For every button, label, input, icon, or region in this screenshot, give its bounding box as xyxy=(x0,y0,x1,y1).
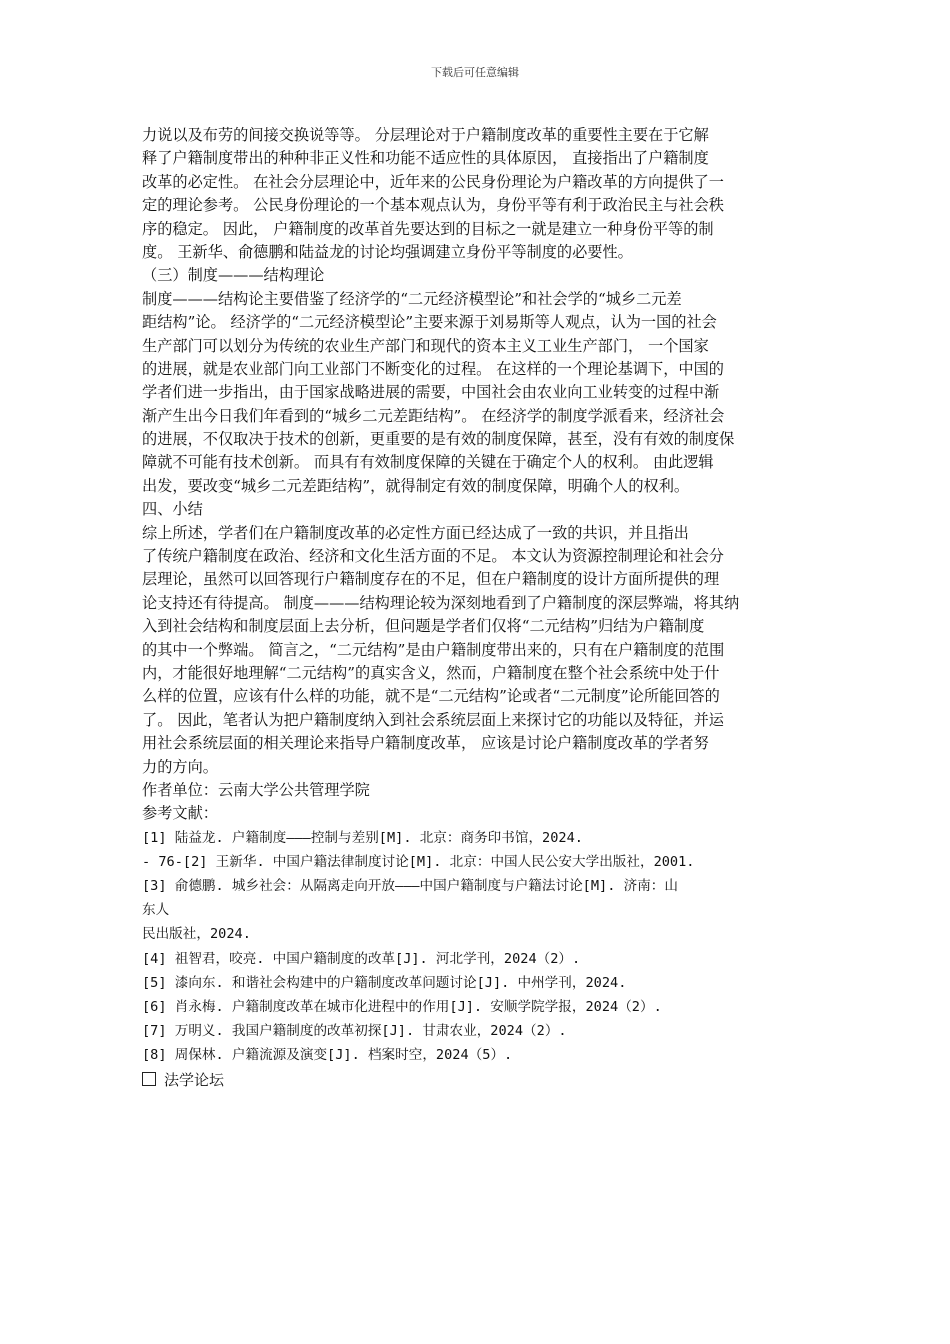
text-line: 距结构”论。 经济学的“二元经济模型论”主要来源于刘易斯等人观点，认为一国的社会 xyxy=(142,313,717,332)
reference-line: [7] 万明义. 我国户籍制度的改革初探[J]. 甘肃农业，2024（2）. xyxy=(142,1023,567,1040)
text-line: 的进展，不仅取决于技术的创新，更重要的是有效的制度保障，甚至，没有有效的制度保 xyxy=(142,430,735,449)
reference-line: [1] 陆益龙. 户籍制度———控制与差别[M]. 北京：商务印书馆，2024. xyxy=(142,829,583,846)
reference-line: - 76-[2] 王新华. 中国户籍法律制度讨论[M]. 北京：中国人民公安大学出版社，2001. xyxy=(142,853,695,870)
text-line: 力说以及布劳的间接交换说等等。 分层理论对于户籍制度改革的重要性主要在于它解 xyxy=(142,126,709,144)
text-line: 四、小结 xyxy=(142,500,203,519)
text-line: 障就不可能有技术创新。 而具有有效制度保障的关键在于确定个人的权利。 由此逻辑 xyxy=(142,453,714,472)
text-line: 用社会系统层面的相关理论来指导户籍制度改革， 应该是讨论户籍制度改革的学者努 xyxy=(142,734,709,753)
text-line: 参考文献： xyxy=(142,804,218,823)
checkbox-square-icon xyxy=(142,1072,156,1086)
reference-line: [8] 周保林. 户籍流源及演变[J]. 档案时空，2024（5）. xyxy=(142,1047,513,1064)
text-line: 学者们进一步指出，由于国家战略进展的需要，中国社会由农业向工业转变的过程中渐 xyxy=(142,383,720,402)
reference-line: [5] 漆向东. 和谐社会构建中的户籍制度改革问题讨论[J]. 中州学刊，2024. xyxy=(142,974,627,991)
text-line: 的进展，就是农业部门向工业部门不断变化的过程。 在这样的一个理论基调下，中国的 xyxy=(142,359,724,378)
footer-label: 法学论坛 xyxy=(164,1070,225,1089)
text-line: 层理论，虽然可以回答现行户籍制度存在的不足，但在户籍制度的设计方面所提供的理 xyxy=(142,570,720,589)
page-header: 下载后可任意编辑 xyxy=(431,66,519,79)
text-line: 释了户籍制度带出的种种非正义性和功能不适应性的具体原因， 直接指出了户籍制度 xyxy=(142,149,709,168)
text-line: 改革的必定性。 在社会分层理论中，近年来的公民身份理论为户籍改革的方向提供了一 xyxy=(142,172,724,191)
reference-line: [6] 肖永梅. 户籍制度改革在城市化进程中的作用[J]. 安顺学院学报，2024（2）. xyxy=(142,999,662,1016)
reference-line: 民出版社，2024. xyxy=(142,926,251,943)
reference-line: [4] 祖智君，咬亮. 中国户籍制度的改革[J]. 河北学刊，2024（2）. xyxy=(142,950,581,967)
footer-label-row xyxy=(142,1068,822,1092)
text-line: 生产部门可以划分为传统的农业生产部门和现代的资本主义工业生产部门， 一个国家 xyxy=(142,336,709,355)
text-line: （三）制度———结构理论 xyxy=(142,266,325,285)
text-line: 作者单位：云南大学公共管理学院 xyxy=(142,780,370,799)
text-line: 综上所述，学者们在户籍制度改革的必定性方面已经达成了一致的共识，并且指出 xyxy=(142,523,689,542)
text-line: 出发，要改变“城乡二元差距结构”，就得制定有效的制度保障，明确个人的权利。 xyxy=(142,476,690,495)
text-line: 论支持还有待提高。 制度———结构理论较为深刻地看到了户籍制度的深层弊端，将其纳 xyxy=(142,593,740,612)
text-line: 度。 王新华、俞德鹏和陆益龙的讨论均强调建立身份平等制度的必要性。 xyxy=(142,242,633,261)
reference-line: 东人 xyxy=(142,902,170,919)
text-line: 了。 因此，笔者认为把户籍制度纳入到社会系统层面上来探讨它的功能以及特征，并运 xyxy=(142,710,724,729)
text-line: 序的稳定。 因此， 户籍制度的改革首先要达到的目标之一就是建立一种身份平等的制 xyxy=(142,219,714,238)
text-line: 制度———结构论主要借鉴了经济学的“二元经济模型论”和社会学的“城乡二元差 xyxy=(142,289,682,308)
text-line: 内，才能很好地理解“二元结构”的真实含义，然而，户籍制度在整个社会系统中处于什 xyxy=(142,663,720,682)
body-text xyxy=(142,124,822,826)
text-line: 么样的位置，应该有什么样的功能，就不是“二元结构”论或者“二元制度”论所能回答的 xyxy=(142,687,720,706)
text-line: 渐产生出今日我们年看到的“城乡二元差距结构”。 在经济学的制度学派看来，经济社会 xyxy=(142,406,725,425)
text-line: 入到社会结构和制度层面上去分析，但问题是学者们仅将“二元结构”归结为户籍制度 xyxy=(142,617,705,636)
text-line: 的其中一个弊端。 简言之，“二元结构”是由户籍制度带出来的，只有在户籍制度的范围 xyxy=(142,640,725,659)
reference-line: [3] 俞德鹏. 城乡社会：从隔离走向开放———中国户籍制度与户籍法讨论[M]. 济南：山 xyxy=(142,878,678,895)
text-line: 定的理论参考。 公民身份理论的一个基本观点认为，身份平等有利于政治民主与社会秩 xyxy=(142,196,724,215)
reference-list xyxy=(142,826,822,1068)
text-line: 力的方向。 xyxy=(142,757,218,776)
text-line: 了传统户籍制度在政治、经济和文化生活方面的不足。 本文认为资源控制理论和社会分 xyxy=(142,547,724,566)
document-body xyxy=(142,124,822,1092)
